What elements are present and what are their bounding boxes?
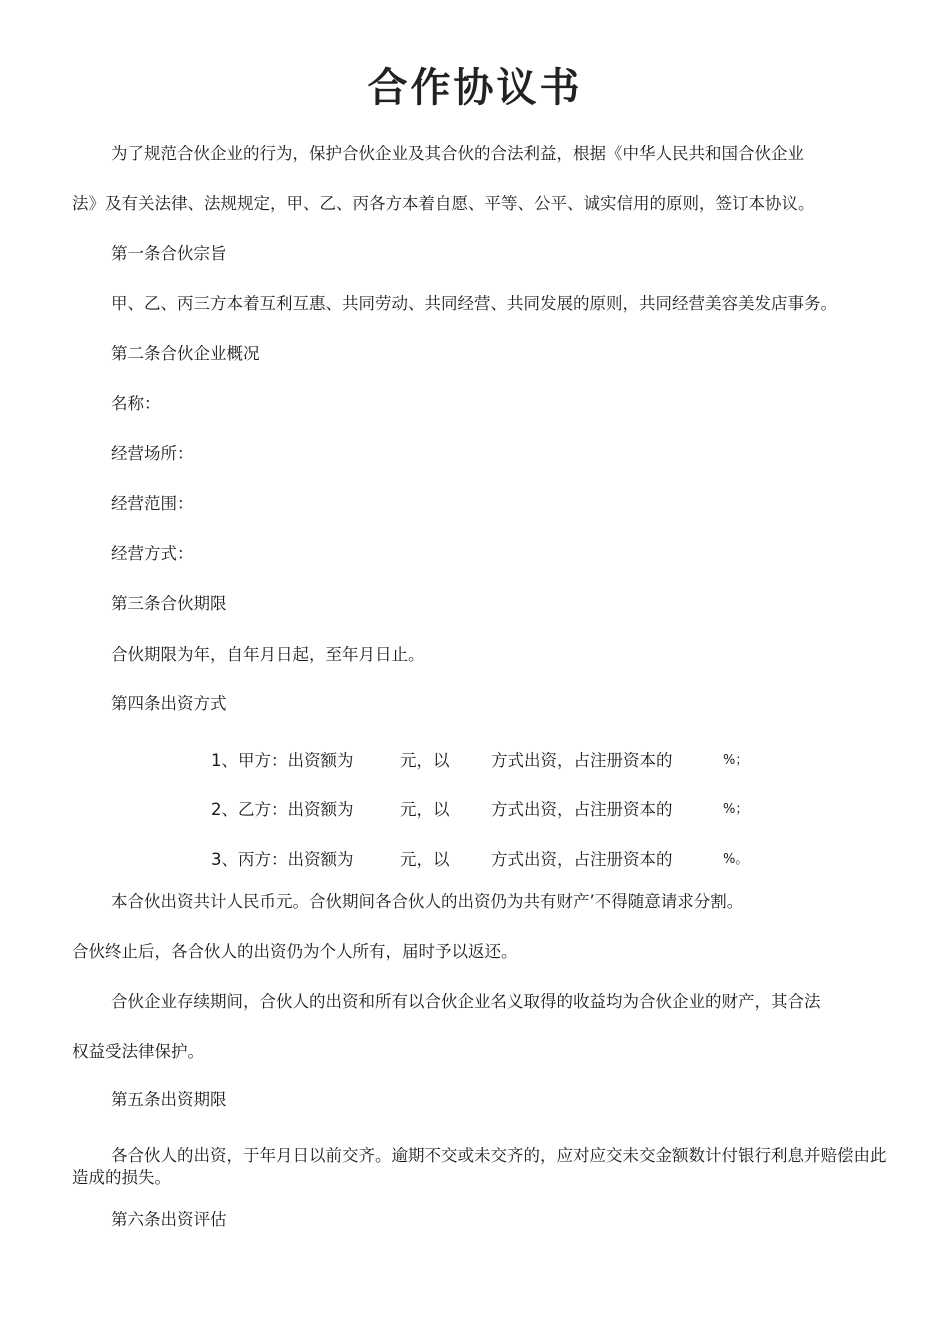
article-3-heading: 第三条合伙期限 — [111, 594, 227, 613]
document-title: 合作协议书 — [367, 65, 583, 111]
article-2-name-field: 名称： — [111, 394, 161, 413]
investment-unit: 元，以 — [400, 800, 450, 819]
article-1-text: 甲、乙、丙三方本着互利互惠、共同劳动、共同经营、共同发展的原则，共同经营美容美发店事务。 — [111, 294, 837, 313]
investment-method: 方式出资，占注册资本的 — [491, 800, 673, 819]
article-3-text: 合伙期限为年，自年月日起，至年月日止。 — [111, 645, 425, 664]
article-6-heading: 第六条出资评估 — [111, 1210, 227, 1229]
investment-party: 3、丙方：出资额为 — [211, 850, 354, 869]
article-2-location-field: 经营场所： — [111, 444, 194, 463]
article-1-heading: 第一条合伙宗旨 — [111, 244, 227, 263]
article-2-mode-field: 经营方式： — [111, 544, 194, 563]
investment-unit: 元，以 — [400, 751, 450, 770]
intro-line-2: 法》及有关法律、法规规定，甲、乙、丙各方本着自愿、平等、公平、诚实信用的原则，签订本协议。 — [72, 194, 815, 213]
article-2-scope-field: 经营范围： — [111, 494, 194, 513]
article-4-property-line-1: 合伙企业存续期间，合伙人的出资和所有以合伙企业名义取得的收益均为合伙企业的财产，其合法 — [111, 992, 821, 1011]
investment-unit: 元，以 — [400, 850, 450, 869]
article-4-property-line-2: 权益受法律保护。 — [72, 1042, 204, 1061]
investment-method: 方式出资，占注册资本的 — [491, 850, 673, 869]
article-4-after-term: 合伙终止后，各合伙人的出资仍为个人所有，届时予以返还。 — [72, 942, 518, 961]
article-4-heading: 第四条出资方式 — [111, 694, 227, 713]
investment-party: 2、乙方：出资额为 — [211, 800, 354, 819]
investment-party: 1、甲方：出资额为 — [211, 751, 354, 770]
article-2-heading: 第二条合伙企业概况 — [111, 344, 260, 363]
investment-percent: %； — [723, 802, 749, 817]
article-4-total: 本合伙出资共计人民币元。合伙期间各合伙人的出资仍为共有财产’不得随意请求分割。 — [111, 892, 744, 911]
article-5-text: 各合伙人的出资，于年月日以前交齐。逾期不交或未交齐的，应对应交未交金额数计付银行利息并赔偿由此造成的损失。 — [72, 1146, 887, 1187]
investment-percent: %； — [723, 753, 749, 768]
intro-line-1: 为了规范合伙企业的行为，保护合伙企业及其合伙的合法利益，根据《中华人民共和国合伙企业 — [111, 144, 804, 163]
investment-method: 方式出资，占注册资本的 — [491, 751, 673, 770]
article-5-heading: 第五条出资期限 — [111, 1090, 227, 1109]
investment-percent: %。 — [723, 852, 749, 867]
